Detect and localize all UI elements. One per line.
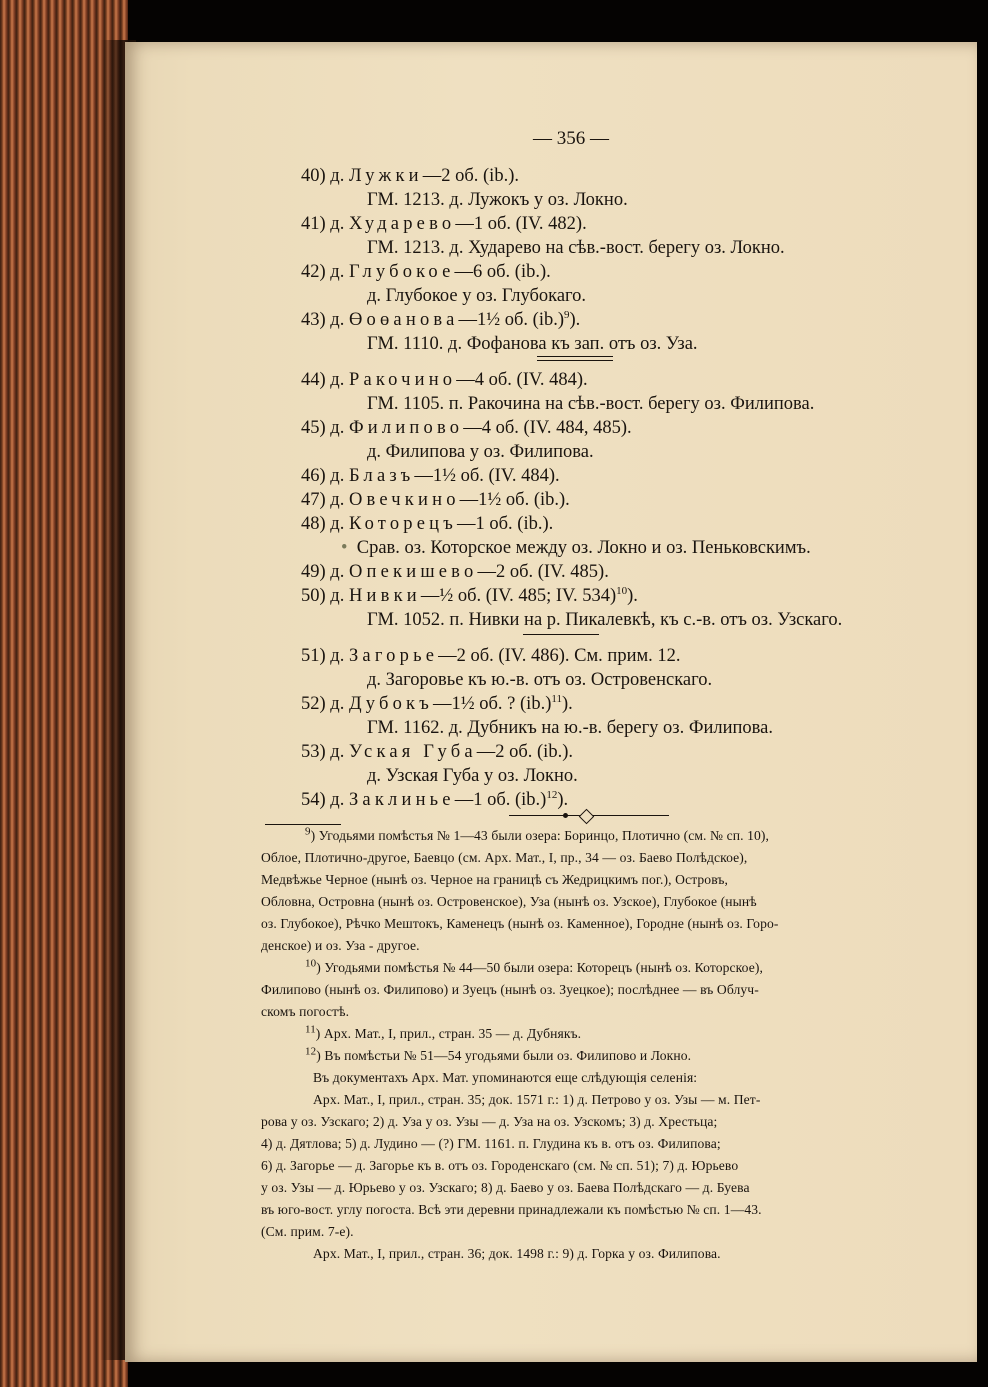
entry-41	[301, 214, 587, 235]
entry-prefix: д.	[330, 646, 345, 666]
entry-52-note: ГМ. 1162. д. Дубникъ на ю.-в. берегу оз. Филипова.	[367, 718, 773, 738]
section-divider	[523, 634, 599, 635]
entry-number: 45)	[301, 418, 326, 438]
entry-42	[301, 262, 551, 283]
entry-rest: —6 об. (ib.).	[454, 262, 551, 282]
entry-53	[301, 742, 573, 763]
footnote-ref: 9	[564, 308, 570, 321]
entry-prefix: д.	[330, 418, 345, 438]
end-ornament	[509, 810, 669, 822]
entry-42-note: д. Глубокое у оз. Глубокаго.	[367, 286, 587, 306]
entry-number: 50)	[301, 586, 326, 606]
entry-50-note: ГМ. 1052. п. Нивки на р. Пикалевкѣ, къ с.-в. отъ оз. Узскаго.	[367, 610, 843, 630]
entry-number: 54)	[301, 790, 326, 810]
footnote-9-line: Облое, Плотично-другое, Баевцо (см. Арх. Мат., I, пр., 34 — оз. Баево Полѣдское),	[261, 850, 748, 865]
page-number: — 356 —	[533, 128, 609, 149]
entry-number: 51)	[301, 646, 326, 666]
entry-name: Которецъ	[348, 514, 458, 534]
entry-52	[301, 694, 573, 715]
entry-rest: —2 об. (IV. 486). См. прим. 12.	[438, 646, 681, 666]
footnote-ref: 12	[546, 788, 558, 801]
entry-44-note: ГМ. 1105. п. Ракочина на сѣв.-вост. берегу оз. Филипова.	[367, 394, 815, 414]
entry-name: Заклинье	[348, 790, 455, 810]
entry-prefix: д.	[330, 370, 345, 390]
footnote-12-line: 4) д. Дятлова; 5) д. Лудино — (?) ГМ. 1161. п. Глудина къ в. отъ оз. Филипова;	[261, 1136, 721, 1151]
entry-prefix: д.	[330, 214, 345, 234]
entry-number: 44)	[301, 370, 326, 390]
entry-rest: —½ об. (IV. 485; IV. 534)	[420, 586, 617, 606]
entry-48	[301, 514, 553, 535]
entry-rest: —1 об. (IV. 482).	[455, 214, 587, 234]
entry-prefix: д.	[330, 586, 345, 606]
entry-rest: —2 об. (ib.).	[476, 742, 573, 762]
footnote-ref: 11	[551, 692, 562, 705]
footnote-rule	[265, 824, 341, 825]
footnote-12-line: 6) д. Загорье — д. Загорье къ в. отъ оз. Городенскаго (см. № сп. 51); 7) д. Юрьево	[261, 1158, 739, 1173]
entry-number: 53)	[301, 742, 326, 762]
entry-45	[301, 418, 632, 439]
entry-number: 47)	[301, 490, 326, 510]
footnote-mark: 11	[305, 1023, 316, 1036]
footnote-12-line: Въ документахъ Арх. Мат. упоминаются еще слѣдующія селенія:	[313, 1070, 698, 1085]
entry-prefix: д.	[330, 466, 345, 486]
footnote-9-line: оз. Глубокое), Рѣчко Мештокъ, Каменецъ (нынѣ оз. Каменное), Городне (нынѣ оз. Горо-	[261, 916, 779, 931]
footnote-9-line: денское) и оз. Уза - другое.	[261, 938, 420, 953]
entry-44	[301, 370, 588, 391]
footnote-mark: 12	[305, 1045, 317, 1058]
section-divider	[537, 356, 613, 357]
entry-name: Өоөанова	[348, 310, 459, 330]
entry-name: Хударево	[348, 214, 456, 234]
entry-number: 40)	[301, 166, 326, 186]
entry-46	[301, 466, 560, 487]
footnote-9-line: $^9$) Угодьями помѣстья № 1—43 были озера: Боринцо, Плотично (см. № сп. 10),	[305, 825, 770, 843]
entry-name: Нивки	[348, 586, 421, 606]
footnote-11-line: $^{11}$) Арх. Мат., I, прил., стран. 35 — д. Дубнякъ.	[305, 1023, 582, 1041]
entry-rest: —1 об. (ib.).	[457, 514, 554, 534]
entry-number: 42)	[301, 262, 326, 282]
entry-rest: —1½ об. (IV. 484).	[414, 466, 560, 486]
entry-name: Уская Губа	[348, 742, 477, 762]
entry-name: Лужки	[348, 166, 423, 186]
footnote-12-line: въ юго-вост. углу погоста. Всѣ эти деревни принадлежали къ помѣстью № сп. 1—43.	[261, 1202, 762, 1217]
entry-name: Овечкино	[348, 490, 460, 510]
entry-name: Дубокъ	[348, 694, 434, 714]
entry-rest: —1½ об. (ib.)	[458, 310, 564, 330]
footnote-mark: 10	[305, 957, 317, 970]
entry-47	[301, 490, 570, 511]
entry-48-note-text: Срав. оз. Которское между оз. Локно и оз. Пеньковскимъ.	[356, 538, 811, 558]
footnote-mark: 9	[305, 825, 311, 838]
entry-48-note	[341, 538, 811, 559]
entry-name: Загорье	[348, 646, 439, 666]
entry-rest: —2 об. (ib.).	[422, 166, 519, 186]
footnote-9-line: Обловна, Островна (нынѣ оз. Островенское), Уза (нынѣ оз. Узское), Глубокое (нынѣ	[261, 894, 757, 909]
entry-50	[301, 586, 638, 607]
entry-54	[301, 790, 568, 811]
entry-rest: —1½ об. (ib.).	[459, 490, 570, 510]
entry-number: 43)	[301, 310, 326, 330]
footnote-12-line: Арх. Мат., I, прил., стран. 36; док. 1498 г.: 9) д. Горка у оз. Филипова.	[313, 1246, 721, 1261]
footnote-10-line: $^{10}$) Угодьями помѣстья № 44—50 были озера: Которецъ (нынѣ оз. Которское),	[305, 957, 764, 975]
entry-name: Ракочино	[348, 370, 457, 390]
entry-prefix: д.	[330, 562, 345, 582]
entry-tail: ).	[627, 586, 638, 606]
entry-name: Филипово	[348, 418, 464, 438]
footnote-12-line: $^{12}$) Въ помѣстьи № 51—54 угодьями были оз. Филипово и Локно.	[305, 1045, 692, 1063]
entry-45-note: д. Филипова у оз. Филипова.	[367, 442, 594, 462]
entry-number: 46)	[301, 466, 326, 486]
entry-rest: —2 об. (IV. 485).	[477, 562, 609, 582]
entry-number: 48)	[301, 514, 326, 534]
entry-prefix: д.	[330, 694, 345, 714]
footnote-10-line: Филипово (нынѣ оз. Филипово) и Зуецъ (нынѣ оз. Зуецкое); послѣднее — въ Облуч-	[261, 982, 759, 997]
entry-rest: —1 об. (ib.)	[454, 790, 547, 810]
entry-tail: ).	[557, 790, 569, 810]
entry-rest: —4 об. (IV. 484, 485).	[463, 418, 632, 438]
entry-number: 52)	[301, 694, 326, 714]
entry-53-note: д. Узская Губа у оз. Локно.	[367, 766, 578, 786]
entry-name: Опекишево	[348, 562, 478, 582]
entry-40-note: ГМ. 1213. д. Лужокъ у оз. Локно.	[367, 190, 628, 210]
entry-prefix: д.	[330, 166, 345, 186]
footnote-12-line: рова у оз. Узскаго; 2) д. Уза у оз. Узы — д. Уза на оз. Узскомъ; 3) д. Хрестьца;	[261, 1114, 718, 1129]
entry-41-note: ГМ. 1213. д. Хударево на сѣв.-вост. берегу оз. Локно.	[367, 238, 785, 258]
footnote-12-line: (См. прим. 7-е).	[261, 1224, 354, 1239]
entry-prefix: д.	[330, 742, 345, 762]
entry-prefix: д.	[330, 310, 345, 330]
entry-tail: ).	[569, 310, 581, 330]
entry-43	[301, 310, 580, 331]
footnote-12-line: Арх. Мат., I, прил., стран. 35; док. 1571 г.: 1) д. Петрово у оз. Узы — м. Пет-	[313, 1092, 761, 1107]
footnote-9-line: Медвѣжье Черное (нынѣ оз. Черное на границѣ съ Жедрицкимъ пог.), Островъ,	[261, 872, 729, 887]
entry-49	[301, 562, 609, 583]
entry-number: 41)	[301, 214, 326, 234]
entry-51	[301, 646, 681, 667]
entry-51-note: д. Загоровье къ ю.-в. отъ оз. Островенскаго.	[367, 670, 713, 690]
footnote-ref: 10	[616, 584, 628, 597]
entry-prefix: д.	[330, 490, 345, 510]
footnote-10-line: скомъ погостѣ.	[261, 1004, 350, 1019]
entry-prefix: д.	[330, 514, 345, 534]
book-page	[125, 42, 977, 1362]
entry-rest: —4 об. (IV. 484).	[456, 370, 588, 390]
entry-prefix: д.	[330, 262, 345, 282]
bullet-mark: •	[341, 538, 348, 558]
section-divider	[537, 360, 613, 361]
entry-name: Блазъ	[348, 466, 415, 486]
entry-40	[301, 166, 519, 187]
entry-rest: —1½ об. ? (ib.)	[433, 694, 552, 714]
entry-prefix: д.	[330, 790, 345, 810]
entry-tail: ).	[561, 694, 573, 714]
entry-number: 49)	[301, 562, 326, 582]
footnote-12-line: у оз. Узы — д. Юрьево у оз. Узскаго; 8) д. Баево у оз. Баева Полѣдскаго — д. Буева	[261, 1180, 750, 1195]
entry-name: Глубокое	[348, 262, 455, 282]
entry-43-note: ГМ. 1110. д. Фофанова къ зап. отъ оз. Уза.	[367, 334, 698, 354]
